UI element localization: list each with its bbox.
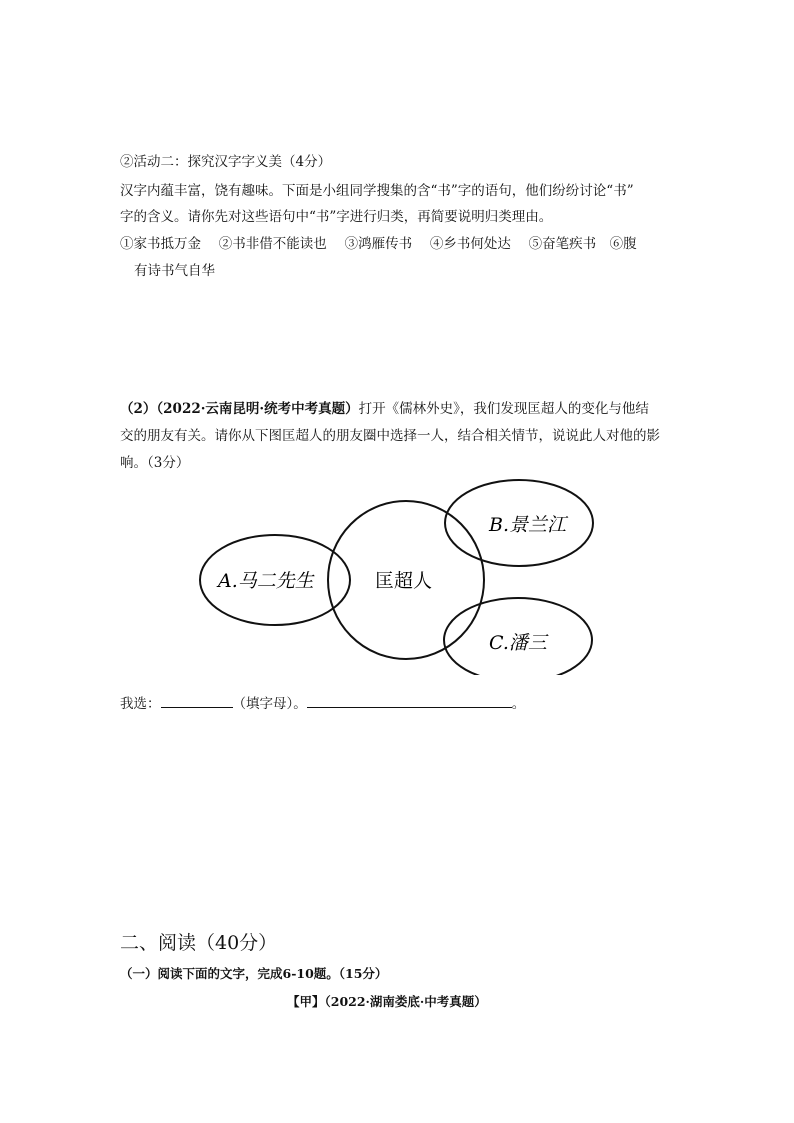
section2-heading: 二、阅读（40分） bbox=[120, 932, 278, 954]
answer-label: 我选： bbox=[120, 696, 161, 712]
reason-blank[interactable] bbox=[307, 695, 512, 708]
question2-prefix: （2） bbox=[120, 401, 157, 417]
section2-source: 【甲】（2022·湖南娄底·中考真题） bbox=[287, 994, 487, 1009]
activity2-options-line1: ①家书抵万金 ②书非借不能读也 ③鸿雁传书 ④乡书何处达 ⑤奋笔疾书 ⑥腹 bbox=[120, 236, 637, 252]
answer-row bbox=[120, 692, 525, 712]
answer-hint: （填字母）。 bbox=[232, 696, 307, 712]
letter-blank[interactable] bbox=[161, 695, 233, 708]
question2-line1 bbox=[120, 397, 649, 417]
section2-sub: （一）阅读下面的文字，完成6-10题。（15分） bbox=[120, 966, 388, 981]
question2-text-line1: 打开《儒林外史》，我们发现匡超人的变化与他结 bbox=[358, 401, 649, 417]
answer-end: 。 bbox=[511, 696, 526, 712]
activity2-options-line2: 有诗书气自华 bbox=[134, 263, 215, 279]
option-a-label: A.马二先生 bbox=[218, 570, 314, 592]
question2-source: （2022·云南昆明·统考中考真题） bbox=[156, 401, 359, 417]
center-label: 匡超人 bbox=[375, 570, 433, 592]
activity2-heading: ②活动二：探究汉字字义美（4分） bbox=[120, 154, 332, 170]
friends-circle-diagram bbox=[190, 475, 610, 675]
question2-text-line3: 响。（3分） bbox=[120, 455, 190, 471]
activity2-intro-line2: 字的含义。请你先对这些语句中“书”字进行归类，再简要说明归类理由。 bbox=[120, 209, 553, 225]
activity2-intro-line1: 汉字内蕴丰富，饶有趣味。下面是小组同学搜集的含“书”字的语句，他们纷纷讨论“书” bbox=[120, 183, 634, 199]
option-c-label: C.潘三 bbox=[489, 632, 547, 654]
option-b-label: B.景兰江 bbox=[489, 514, 567, 536]
question2-text-line2: 交的朋友有关。请你从下图匡超人的朋友圈中选择一人，结合相关情节，说说此人对他的影 bbox=[120, 428, 660, 444]
